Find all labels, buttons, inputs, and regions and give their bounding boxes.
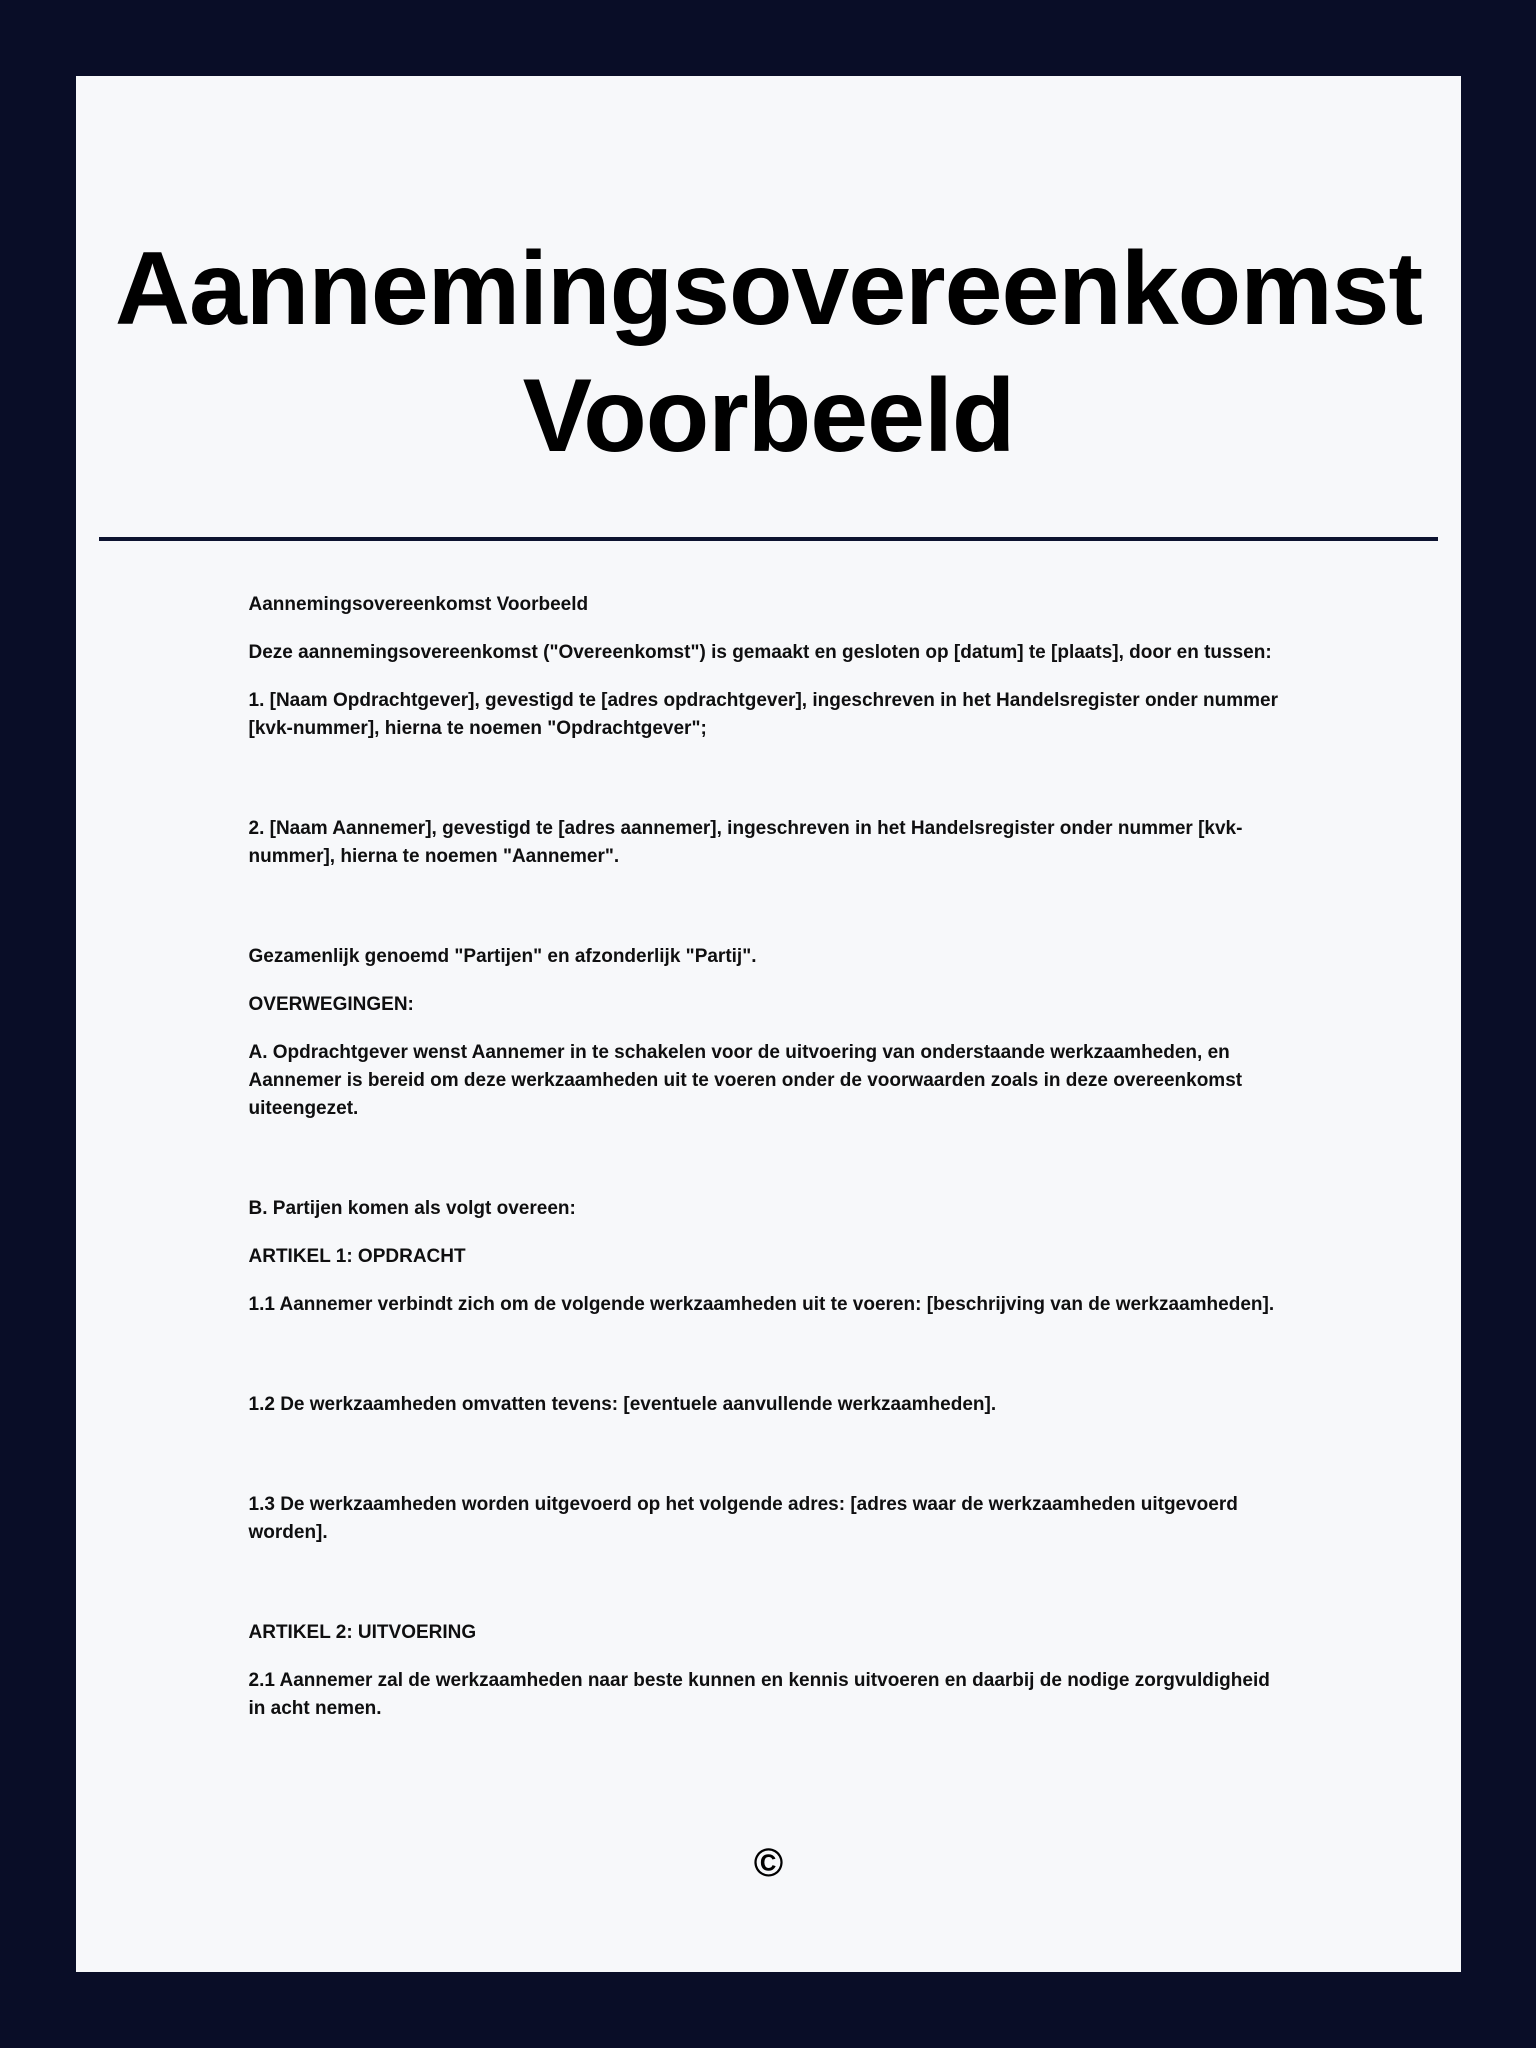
paragraph: Deze aannemingsovereenkomst ("Overeenkomst") is gemaakt en gesloten op [datum] te [plaats], door en tussen: (248, 641, 1272, 663)
paragraph: 2.1 Aannemer zal de werkzaamheden naar beste kunnen en kennis uitvoeren en daarbij de nodige zorgvuldigheid in acht nemen. (248, 1669, 1270, 1719)
page-footer (76, 1840, 1461, 1885)
page-title: Aannemingsovereenkomst Voorbeeld (114, 231, 1423, 474)
section-heading: ARTIKEL 1: OPDRACHT (248, 1245, 466, 1267)
paragraph: A. Opdrachtgever wenst Aannemer in te schakelen voor de uitvoering van onderstaande werkzaamheden, en Aannemer is bereid om deze werkzaamheden uit te voeren onder de voorwaarden zoals in deze overeenkomst uiteengezet. (248, 1041, 1243, 1119)
document-body (249, 541, 1289, 1723)
paragraph: 1.1 Aannemer verbindt zich om de volgende werkzaamheden uit te voeren: [beschrijving van de werkzaamheden]. (248, 1293, 1275, 1315)
paragraph: B. Partijen komen als volgt overeen: (248, 1197, 576, 1219)
paragraph: 1. [Naam Opdrachtgever], gevestigd te [adres opdrachtgever], ingeschreven in het Handelsregister onder nummer [kvk-nummer], hierna te noemen "Opdrachtgever"; (248, 689, 1278, 739)
paragraph: 1.3 De werkzaamheden worden uitgevoerd op het volgende adres: [adres waar de werkzaamheden uitgevoerd worden]. (248, 1493, 1238, 1543)
section-heading: ARTIKEL 2: UITVOERING (248, 1621, 477, 1643)
paragraph: Gezamenlijk genoemd "Partijen" en afzonderlijk "Partij". (248, 945, 757, 967)
document-heading: Aannemingsovereenkomst Voorbeeld (248, 593, 589, 615)
paragraph: 2. [Naam Aannemer], gevestigd te [adres aannemer], ingeschreven in het Handelsregister onder nummer [kvk-nummer], hierna te noemen "Aannemer". (248, 817, 1243, 867)
document-page (76, 76, 1461, 1972)
paragraph: 1.2 De werkzaamheden omvatten tevens: [eventuele aanvullende werkzaamheden]. (248, 1393, 997, 1415)
copyright-icon: © (753, 1840, 784, 1885)
section-heading: OVERWEGINGEN: (248, 993, 414, 1015)
